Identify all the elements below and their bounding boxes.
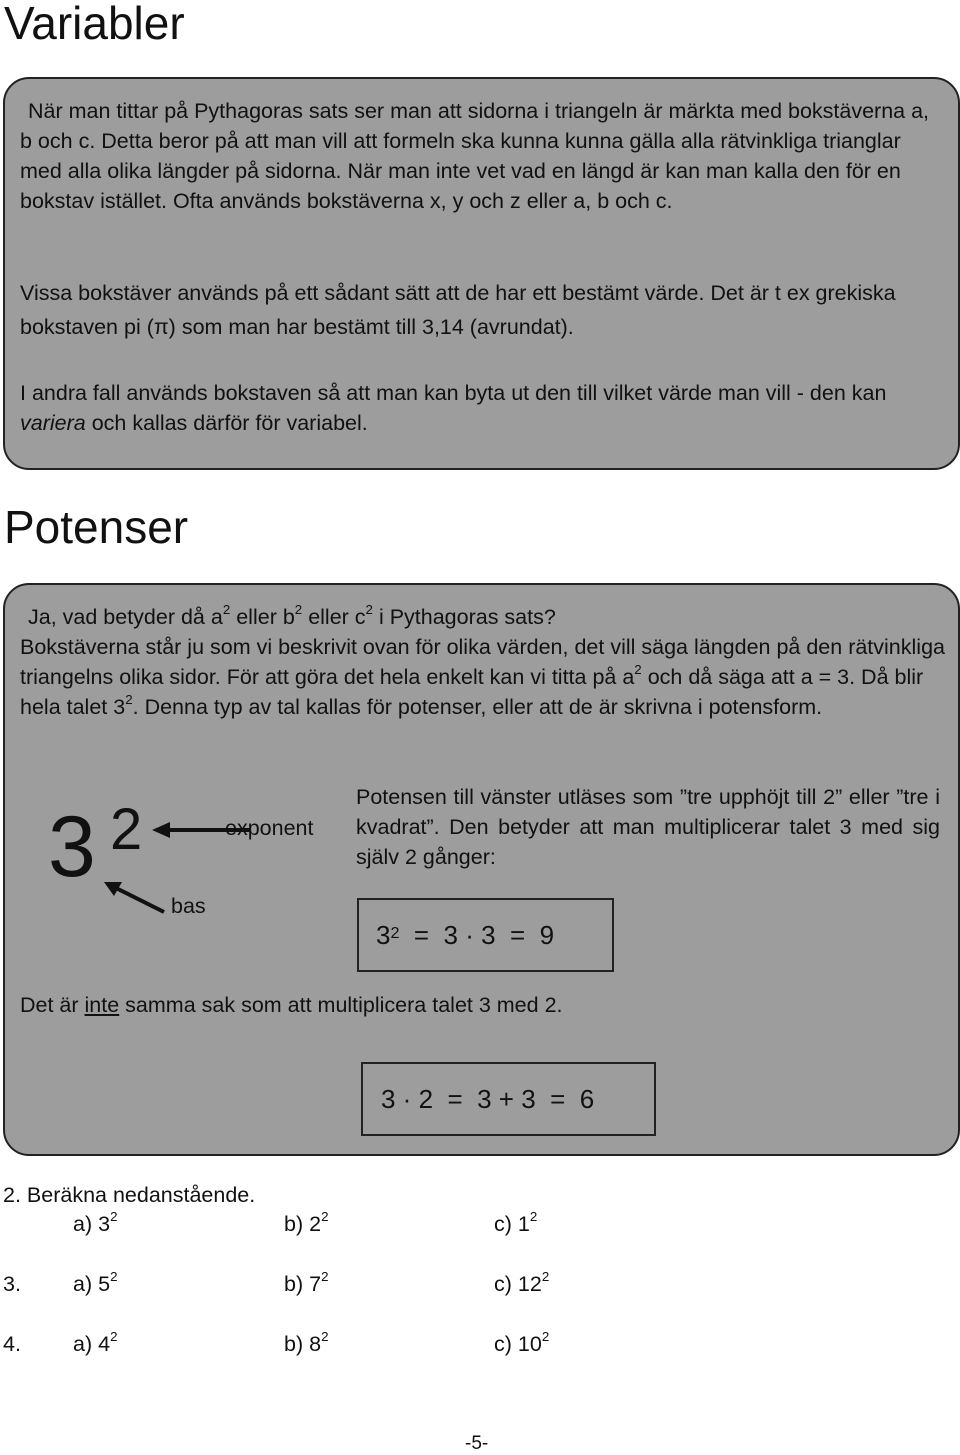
variabler-paragraph-3 xyxy=(20,378,945,438)
ex2a-sup: 2 xyxy=(110,1208,118,1224)
note-underlined: inte xyxy=(84,993,120,1017)
power-diagram xyxy=(40,780,340,940)
q-sup-a: 2 xyxy=(222,601,231,617)
ex2b-text: b) 2 xyxy=(284,1212,322,1236)
exercise-2c xyxy=(494,1208,538,1237)
ex2b-sup: 2 xyxy=(321,1208,329,1224)
exercise-2b xyxy=(284,1208,329,1237)
exercise-3-number: 3. xyxy=(3,1272,21,1296)
power-explanation: Potensen till vänster utläses som ”tre upphöjt till 2” eller ”tre i kvadrat”. Den betyder att man multiplicerar talet 3 med sig själv 2 gånger: xyxy=(356,785,940,869)
eq1-rest: = 3 · 3 = 9 xyxy=(399,919,555,950)
ex3a-text: a) 5 xyxy=(73,1272,111,1296)
power-exponent: 2 xyxy=(110,797,143,862)
exercise-4-number: 4. xyxy=(3,1332,21,1356)
exercise-3b xyxy=(284,1268,329,1297)
ex4a-text: a) 4 xyxy=(73,1332,111,1356)
page-number: -5- xyxy=(465,1433,489,1454)
ex4b-text: b) 8 xyxy=(284,1332,322,1356)
variabler-p3-italic: variera xyxy=(20,411,86,435)
variabler-p3-text-1: I andra fall används bokstaven så att man kan byta ut den till vilket värde man vill - den kan xyxy=(20,381,887,405)
ex4b-sup: 2 xyxy=(321,1328,329,1344)
p1-sup-1: 2 xyxy=(634,661,642,677)
exercise-3a xyxy=(73,1268,118,1297)
potenser-question xyxy=(20,602,945,632)
q-text-4: i Pythagoras sats? xyxy=(372,605,556,629)
ex2c-text: c) 1 xyxy=(494,1212,530,1236)
arrow-icon-base xyxy=(104,880,168,916)
base-label: bas xyxy=(171,894,206,918)
ex4c-sup: 2 xyxy=(541,1328,550,1344)
equation-box-power: 3 $^2$ = 3 · 3 = 9 xyxy=(357,898,614,972)
exercise-3c xyxy=(494,1268,550,1297)
ex2a-text: a) 3 xyxy=(73,1212,111,1236)
q-text-2: eller b xyxy=(230,605,295,629)
variabler-p3-text-2: och kallas därför för variabel. xyxy=(85,411,368,435)
exercise-2-heading: 2. Beräkna nedanstående. xyxy=(3,1183,256,1207)
ex3b-text: b) 7 xyxy=(284,1272,322,1296)
exercise-4c xyxy=(494,1328,550,1357)
exponent-label: exponent xyxy=(225,816,314,840)
q-text-3: eller c xyxy=(302,605,366,629)
exercise-2a xyxy=(73,1208,118,1237)
ex2c-sup: 2 xyxy=(529,1208,538,1224)
variabler-paragraph-2: Vissa bokstäver används på ett sådant sätt att de har ett bestämt värde. Det är t ex grekiska bokstaven pi (π) som man har bestämt till 3,14 (avrundat). xyxy=(20,281,896,339)
exercise-4b xyxy=(284,1328,329,1357)
ex4c-text: c) 10 xyxy=(494,1332,542,1356)
eq1-base: 3 xyxy=(376,919,391,950)
power-base: 3 xyxy=(48,799,96,895)
exercise-4a xyxy=(73,1328,118,1357)
q-sup-b: 2 xyxy=(294,601,303,617)
q-text-1: Ja, vad betyder då a xyxy=(28,605,223,629)
q-sup-c: 2 xyxy=(365,601,373,617)
equation-box-multiplication xyxy=(361,1062,656,1136)
note-not-multiplication xyxy=(20,990,920,1020)
ex3a-sup: 2 xyxy=(110,1268,118,1284)
note-text-1: Det är xyxy=(20,993,85,1017)
p1-text-2: och då säga att a = 3. Då blir hela talet 3 xyxy=(20,665,924,719)
p1-text-1: Bokstäverna står ju som vi beskrivit ovan för olika värden, det vill säga längden på den rätvinkliga triangelns olika sidor. För att göra det hela enkelt kan vi titta på a xyxy=(20,635,945,689)
p1-text-3: . Denna typ av tal kallas för potenser, eller att de är skrivna i potensform. xyxy=(132,695,823,719)
ex3c-sup: 2 xyxy=(541,1268,550,1284)
variabler-paragraph-1: När man tittar på Pythagoras sats ser man att sidorna i triangeln är märkta med bokstäverna a, b och c. Detta beror på att man vill att formeln ska kunna kunna gälla alla rätvinkliga trianglar med alla olika längder på sidorna. När man inte vet vad en längd är kan man kalla den för en bokstav istället. Ofta används bokstäverna x, y och z eller a, b och c. xyxy=(20,99,930,213)
ex3b-sup: 2 xyxy=(321,1268,329,1284)
p1-sup-2: 2 xyxy=(125,691,133,707)
note-text-2: samma sak som att multiplicera talet 3 med 2. xyxy=(119,993,563,1017)
section-title-variabler: Variabler xyxy=(4,0,185,49)
ex4a-sup: 2 xyxy=(110,1328,118,1344)
eq2-text: 3 · 2 = 3 + 3 = 6 xyxy=(381,1083,595,1114)
ex3c-text: c) 12 xyxy=(494,1272,542,1296)
section-title-potenser: Potenser xyxy=(4,501,189,553)
potenser-paragraph-1 xyxy=(20,632,945,722)
